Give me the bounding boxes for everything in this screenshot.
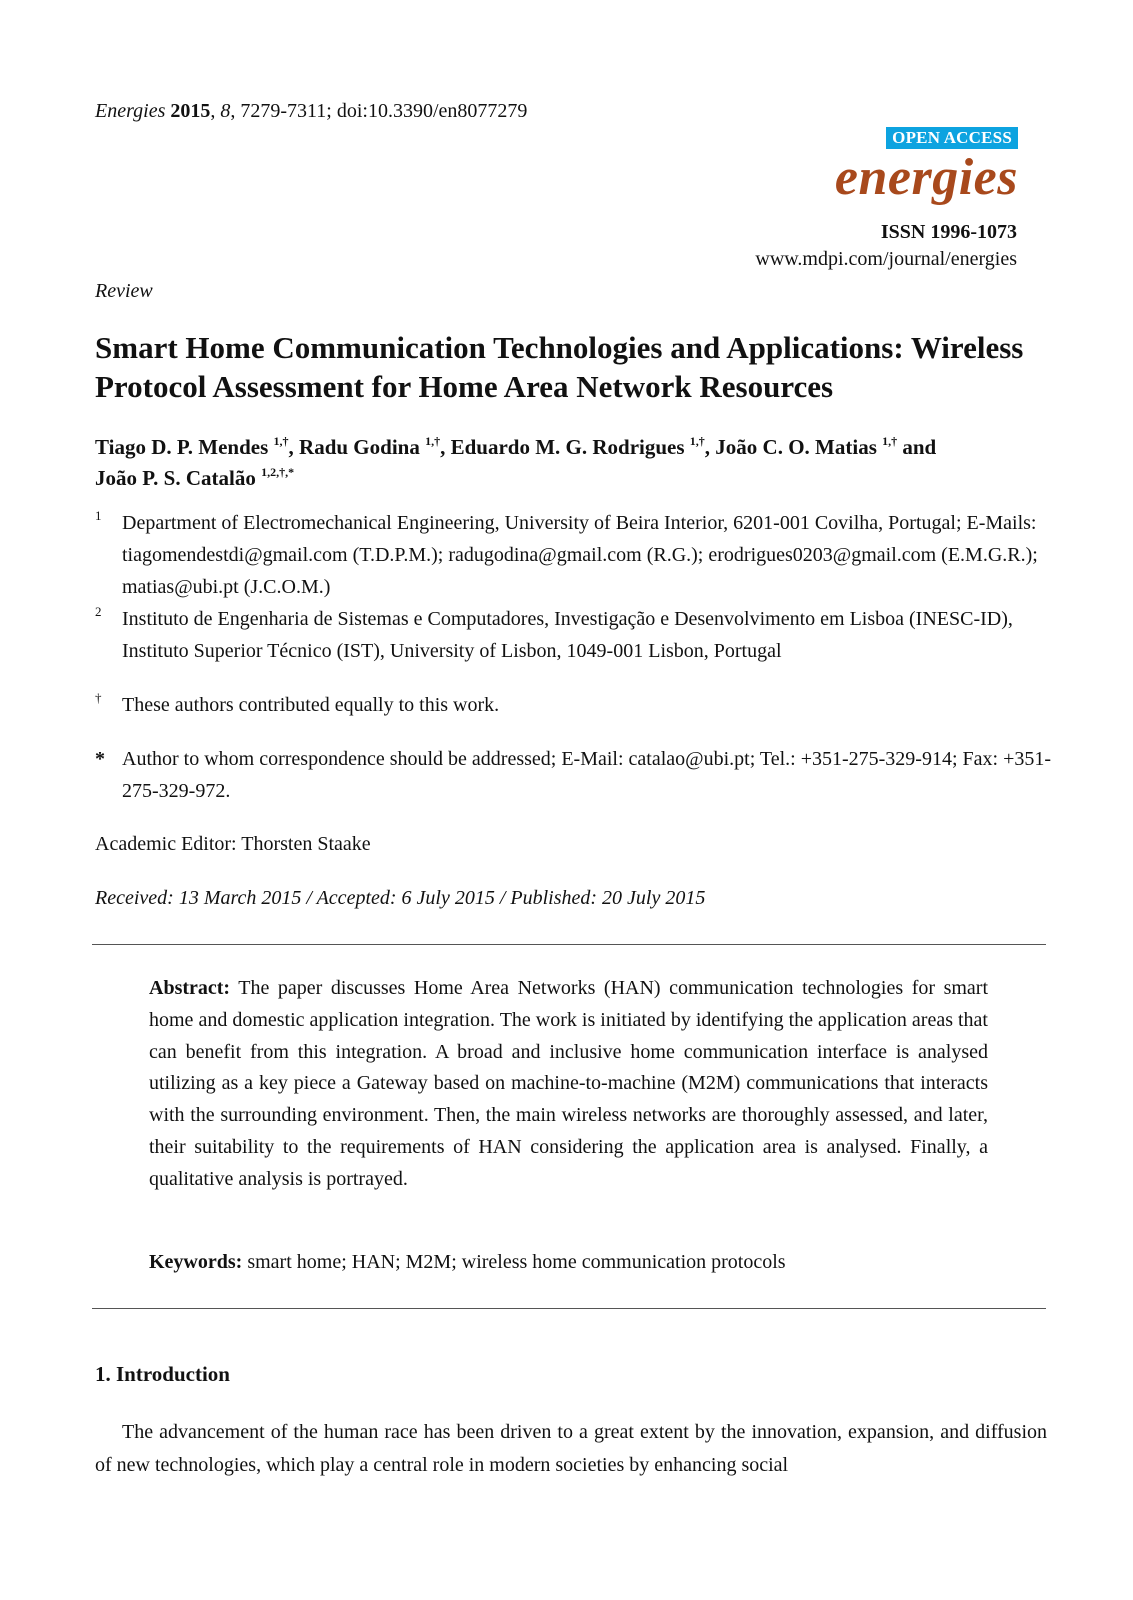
publication-dates: Received: 13 March 2015 / Accepted: 6 July 2015 / Published: 20 July 2015	[95, 887, 706, 909]
citation-pages-doi: , 7279-7311; doi:10.3390/en8077279	[230, 100, 528, 122]
author-name: Tiago D. P. Mendes	[95, 435, 269, 459]
journal-logo: energies	[834, 149, 1018, 206]
affiliation-mark: 1	[95, 508, 102, 523]
correspondence-note	[95, 743, 1055, 807]
section-heading: 1. Introduction	[95, 1362, 230, 1386]
author-name: João P. S. Catalão	[95, 466, 256, 490]
author-affiliation-mark: 1,†	[425, 434, 441, 448]
keywords-text: smart home; HAN; M2M; wireless home communication protocols	[247, 1251, 786, 1273]
article-type: Review	[95, 280, 153, 302]
keywords	[149, 1251, 988, 1274]
divider-bottom	[92, 1308, 1046, 1309]
author-affiliation-mark: 1,†	[689, 434, 705, 448]
affiliation-text: Instituto de Engenharia de Sistemas e Computadores, Investigação e Desenvolvimento em Lisboa (INESC-ID), Instituto Superior Técnico (IST), University of Lisbon, 1049-001 Lisbon, Portugal	[122, 608, 1013, 662]
author-affiliation-mark: 1,†	[882, 434, 898, 448]
open-access-badge: OPEN ACCESS	[886, 127, 1018, 149]
abstract	[149, 973, 988, 1196]
author-list: Tiago D. P. Mendes $^{1,\dagger}$, Radu Godina $^{1,\dagger}$, Eduardo M. G. Rodrigues $^{1,\dagger}$, João C. O. Matias $^{1,\dagger}$ and João P. S. Catalão $^{1,2,\dagger,*}$	[95, 434, 937, 490]
citation-volume: 8	[220, 100, 231, 122]
affiliation-1	[95, 507, 1055, 603]
note-text: Author to whom correspondence should be addressed; E-Mail: catalao@ubi.pt; Tel.: +351-275-329-914; Fax: +351-275-329-972.	[122, 748, 1052, 802]
author-name: João C. O. Matias	[715, 435, 877, 459]
author-affiliation-mark: 1,†	[273, 434, 289, 448]
divider-top	[92, 944, 1046, 945]
issn: ISSN 1996-1073	[880, 221, 1017, 243]
citation-year: 2015	[170, 100, 211, 122]
author-name: Eduardo M. G. Rodrigues	[450, 435, 685, 459]
note-text: These authors contributed equally to this work.	[122, 694, 500, 716]
section-body: The advancement of the human race has been driven to a great extent by the innovation, expansion, and diffusion of new technologies, which play a central role in modern societies by enhancing social	[95, 1421, 1047, 1476]
dagger-mark: †	[95, 690, 102, 705]
authors-conjunction: and	[902, 435, 937, 459]
asterisk-mark: *	[95, 748, 105, 770]
affiliation-mark: 2	[95, 604, 102, 619]
academic-editor: Academic Editor: Thorsten Staake	[95, 833, 371, 855]
journal-url[interactable]: www.mdpi.com/journal/energies	[755, 248, 1017, 270]
equal-contribution-note	[95, 689, 1055, 721]
author-affiliation-mark: 1,2,†,*	[261, 465, 295, 479]
citation-line: Energies 2015, 8, 7279-7311; doi:10.3390/en8077279	[95, 100, 528, 122]
affiliation-text: Department of Electromechanical Engineering, University of Beira Interior, 6201-001 Covilha, Portugal; E-Mails: tiagomendestdi@gmail.com (T.D.P.M.); radugodina@gmail.com (R.G.); erodrigues0203@gmail.com (E.M.G.R.); matias@ubi.pt (J.C.O.M.)	[122, 512, 1038, 598]
author-name: Radu Godina	[299, 435, 420, 459]
citation-journal: Energies	[95, 100, 166, 122]
keywords-label: Keywords:	[149, 1251, 243, 1273]
paper-title: Smart Home Communication Technologies and Applications: Wireless Protocol Assessment for Home Area Network Resources	[95, 330, 1024, 404]
affiliation-2	[95, 603, 1055, 667]
abstract-text: The paper discusses Home Area Networks (HAN) communication technologies for smart home and domestic application integration. The work is initiated by identifying the application areas that can benefit from this integration. A broad and inclusive home communication interface is analysed utilizing as a key piece a Gateway based on machine-to-machine (M2M) communications that interacts with the surrounding environment. Then, the main wireless networks are thoroughly assessed, and later, their suitability to the requirements of HAN considering the application area is analysed. Finally, a qualitative analysis is portrayed.	[149, 977, 988, 1190]
abstract-label: Abstract:	[149, 977, 231, 999]
